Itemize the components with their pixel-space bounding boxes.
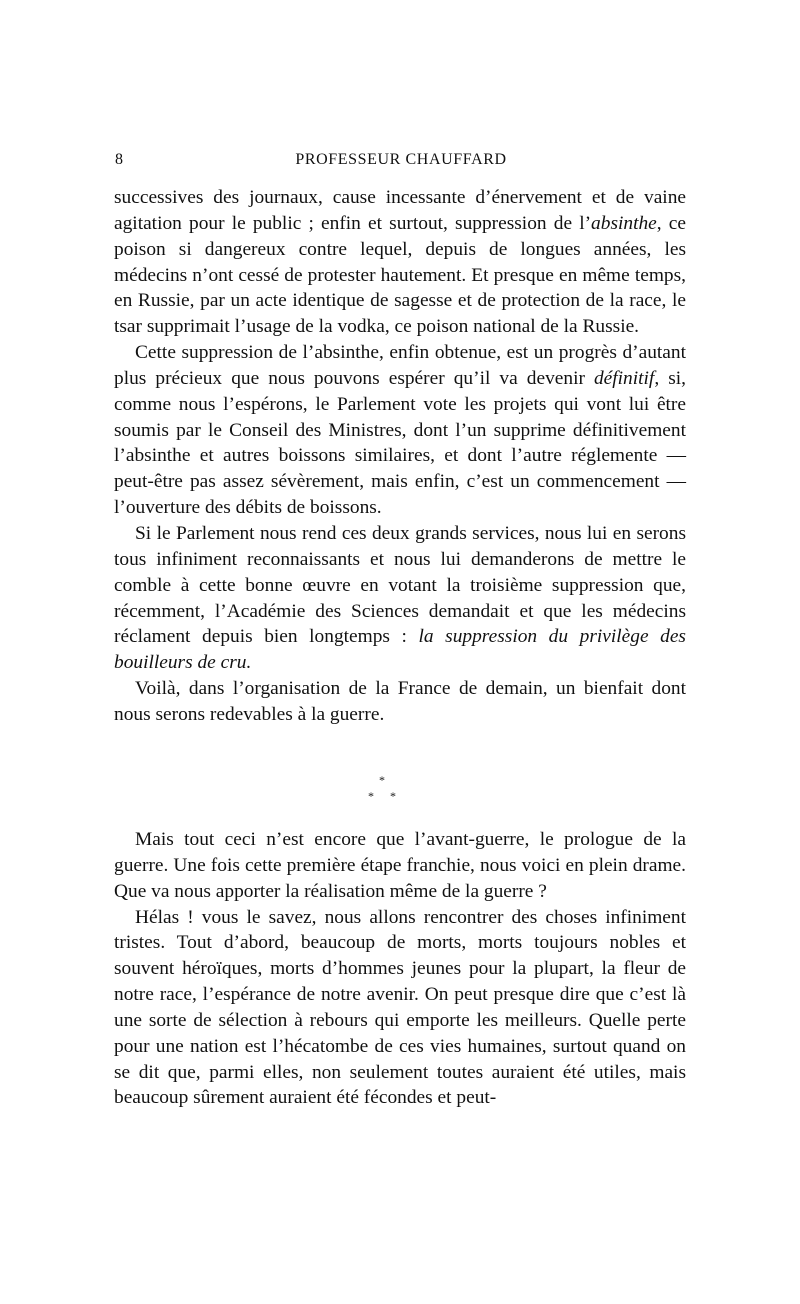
paragraph-text: , ce poison si dangereux contre lequel, depuis de longues années, les médecins n’ont cessé de protester hautement. Et presque en même temps, en Russie, par un acte identique de sagesse et de protection de la race, le tsar supprimait l’usage de la vodka, ce poison national de la Russie.: [114, 212, 686, 338]
paragraph-definitive-progress: [114, 340, 686, 521]
body-text-section-1: [114, 185, 686, 728]
paragraph-text: Cette suppression de l’absinthe, enfin obtenue, est un progrès d’autant plus précieux que nous pouvons espérer qu’il va devenir: [114, 342, 686, 389]
asterism-star: *: [368, 789, 374, 803]
paragraph-text: , si, comme nous l’espérons, le Parlement vote les projets qui vont lui être soumis par le Conseil des Ministres, dont l’un supprime définitivement l’absinthe et autres boissons similaires, et dont l’autre réglemente — peut-être pas assez sévèrement, mais enfin, c’est un commencement — l’ouverture des débits de boissons.: [114, 367, 686, 519]
running-title: PROFESSEUR CHAUFFARD: [295, 151, 507, 168]
asterism-star: *: [390, 789, 396, 803]
italic-phrase-bouilleurs: la suppression du privilège des bouilleurs de cru.: [114, 626, 686, 674]
italic-term-definitif: définitif: [593, 367, 655, 389]
paragraph-avant-guerre: Mais tout ceci n’est encore que l’avant-guerre, le prologue de la guerre. Une fois cette première étape franchie, nous voici en plein drame. Que va nous apporter la réalisation même de la guerre ?: [114, 829, 686, 902]
paragraph-helas: Hélas ! vous le savez, nous allons rencontrer des choses infiniment tristes. Tout d’abord, beaucoup de morts, morts toujours nobles et souvent héroïques, morts d’hommes jeunes pour la plupart, la fleur de notre race, l’espérance de notre avenir. On peut presque dire que c’est là une sorte de sélection à rebours qui emporte les meilleurs. Quelle perte pour une nation est l’hécatombe de ces vies humaines, surtout quand on se dit que, parmi elles, non seulement toutes auraient été utiles, mais beaucoup sûrement auraient été fécondes et peut-: [114, 906, 686, 1109]
italic-term-absinthe: absinthe: [591, 212, 657, 234]
section-break-asterism: [366, 772, 402, 802]
paragraph-voila: Voilà, dans l’organisation de la France de demain, un bienfait dont nous serons redevables à la guerre.: [114, 678, 686, 725]
page-number: 8: [115, 151, 123, 168]
paragraph-parliament-services: [114, 521, 686, 676]
asterism-star: *: [379, 773, 385, 787]
paragraph-absinthe-suppression: [114, 185, 686, 340]
paragraph-text: Si le Parlement nous rend ces deux grands services, nous lui en serons tous infiniment reconnaissants et nous lui demanderons de mettre le comble à cette bonne œuvre en votant la troisième suppression que, récemment, l’Académie des Sciences demandait et que les médecins réclament depuis bien longtemps :: [114, 522, 686, 648]
page-header: [112, 145, 690, 175]
body-text-section-2: [114, 827, 686, 1111]
paragraph-text: successives des journaux, cause incessante d’énervement et de vaine agitation pour le public ; enfin et surtout, suppression de l’: [114, 187, 686, 234]
